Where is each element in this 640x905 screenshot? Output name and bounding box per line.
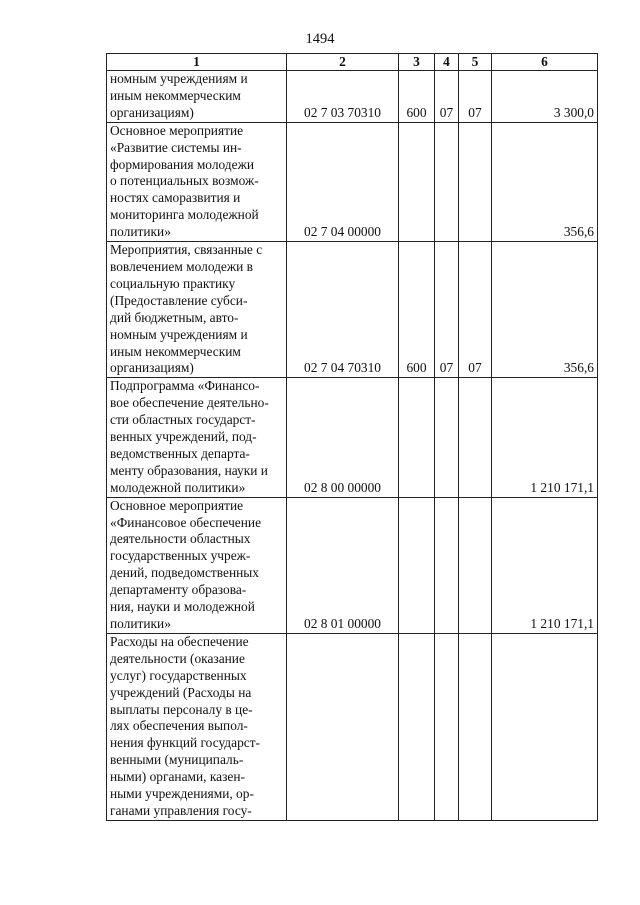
- table-row: [107, 378, 598, 497]
- row-name-line: ведомственных департа-: [110, 445, 250, 461]
- table-row: [107, 242, 598, 378]
- row-name-line: лях обеспечения выпол-: [110, 718, 248, 734]
- header-col-5: 5: [459, 54, 492, 71]
- header-col-2: 2: [287, 54, 399, 71]
- row-amount-cell: 1 210 171,1: [492, 497, 598, 633]
- row-name-line: Расходы на обеспечение: [110, 633, 249, 649]
- row-name-line: деятельности областных: [110, 531, 251, 547]
- table-body: [107, 71, 598, 821]
- row-code-cell: 02 7 03 70310: [287, 71, 399, 123]
- row-section-cell: 07: [435, 71, 459, 123]
- table-row: [107, 497, 598, 633]
- row-name-line: деятельности (оказание: [110, 650, 245, 666]
- row-subsection-cell: 07: [459, 71, 492, 123]
- row-name-line: «Финансовое обеспечение: [110, 514, 262, 530]
- header-col-1: 1: [107, 54, 287, 71]
- row-name-line: дий бюджетным, авто-: [110, 309, 239, 325]
- row-code-cell: 02 7 04 70310: [287, 242, 399, 378]
- row-name-line: выплаты персоналу в це-: [110, 701, 253, 717]
- row-name-line: иным некоммерческим: [110, 87, 241, 103]
- row-section-cell: [435, 497, 459, 633]
- row-name-line: вовлечением молодежи в: [110, 258, 253, 274]
- row-name-line: ния, науки и молодежной: [110, 599, 255, 615]
- row-name-line: Основное мероприятие: [110, 497, 244, 513]
- header-col-4: 4: [435, 54, 459, 71]
- row-name-line: организациям): [110, 104, 194, 120]
- budget-table: [106, 53, 598, 821]
- row-name-line: Мероприятия, связанные с: [110, 242, 263, 258]
- row-section-cell: [435, 378, 459, 497]
- row-name-line: менту образования, науки и: [110, 462, 268, 478]
- row-name-line: ностях саморазвития и: [110, 190, 241, 206]
- header-col-3: 3: [399, 54, 435, 71]
- row-code-cell: 02 8 01 00000: [287, 497, 399, 633]
- row-name-line: сти областных государст-: [110, 412, 256, 428]
- row-name-line: номным учреждениям и: [110, 326, 248, 342]
- row-name-line: нения функций государст-: [110, 735, 261, 751]
- table-row: [107, 122, 598, 241]
- row-amount-cell: [492, 633, 598, 820]
- row-amount-cell: 3 300,0: [492, 71, 598, 123]
- row-name-line: вое обеспечение деятельно-: [110, 395, 269, 411]
- row-name-line: государственных учреж-: [110, 548, 251, 564]
- row-name-cell: [107, 378, 287, 497]
- row-name-cell: [107, 497, 287, 633]
- row-subsection-cell: [459, 633, 492, 820]
- row-name-line: «Развитие системы ин-: [110, 139, 242, 155]
- row-name-cell: [107, 242, 287, 378]
- row-name-line: номным учреждениям и: [110, 71, 248, 86]
- row-name-line: организациям): [110, 360, 194, 376]
- row-code-cell: [287, 633, 399, 820]
- table-row: [107, 71, 598, 123]
- row-name-line: иным некоммерческим: [110, 343, 241, 359]
- row-subsection-cell: 07: [459, 242, 492, 378]
- row-name-line: Подпрограмма «Финансо-: [110, 378, 260, 394]
- row-name-line: Основное мероприятие: [110, 122, 244, 138]
- header-row: [107, 54, 598, 71]
- row-subsection-cell: [459, 122, 492, 241]
- row-name-line: ганами управления госу-: [110, 802, 252, 818]
- row-subsection-cell: [459, 378, 492, 497]
- row-name-line: формирования молодежи: [110, 156, 254, 172]
- row-expense-type-cell: [399, 378, 435, 497]
- row-code-cell: 02 7 04 00000: [287, 122, 399, 241]
- row-name-line: ными) органами, казен-: [110, 769, 245, 785]
- row-name-line: ными учреждениями, ор-: [110, 786, 254, 802]
- header-col-6: 6: [492, 54, 598, 71]
- row-expense-type-cell: 600: [399, 71, 435, 123]
- row-name-line: (Предоставление субси-: [110, 292, 248, 308]
- row-name-line: учреждений (Расходы на: [110, 684, 252, 700]
- row-name-line: департаменту образова-: [110, 582, 247, 598]
- row-name-line: о потенциальных возмож-: [110, 173, 259, 189]
- row-section-cell: 07: [435, 242, 459, 378]
- table-row: [107, 633, 598, 820]
- row-name-line: дений, подведомственных: [110, 565, 259, 581]
- row-name-line: услуг) государственных: [110, 667, 247, 683]
- row-name-line: политики»: [110, 616, 171, 631]
- row-name-cell: [107, 633, 287, 820]
- row-name-line: социальную практику: [110, 275, 236, 291]
- row-code-cell: 02 8 00 00000: [287, 378, 399, 497]
- row-expense-type-cell: [399, 122, 435, 241]
- row-name-cell: [107, 71, 287, 123]
- row-expense-type-cell: [399, 633, 435, 820]
- row-name-line: политики»: [110, 224, 171, 240]
- page-number: 1494: [305, 31, 335, 47]
- row-expense-type-cell: [399, 497, 435, 633]
- row-name-line: мониторинга молодежной: [110, 207, 259, 223]
- row-amount-cell: 356,6: [492, 242, 598, 378]
- row-subsection-cell: [459, 497, 492, 633]
- row-section-cell: [435, 122, 459, 241]
- row-expense-type-cell: 600: [399, 242, 435, 378]
- row-amount-cell: 356,6: [492, 122, 598, 241]
- row-section-cell: [435, 633, 459, 820]
- row-name-line: венными (муниципаль-: [110, 752, 244, 768]
- row-name-cell: [107, 122, 287, 241]
- row-name-line: молодежной политики»: [110, 479, 246, 495]
- row-amount-cell: 1 210 171,1: [492, 378, 598, 497]
- row-name-line: венных учреждений, под-: [110, 429, 257, 445]
